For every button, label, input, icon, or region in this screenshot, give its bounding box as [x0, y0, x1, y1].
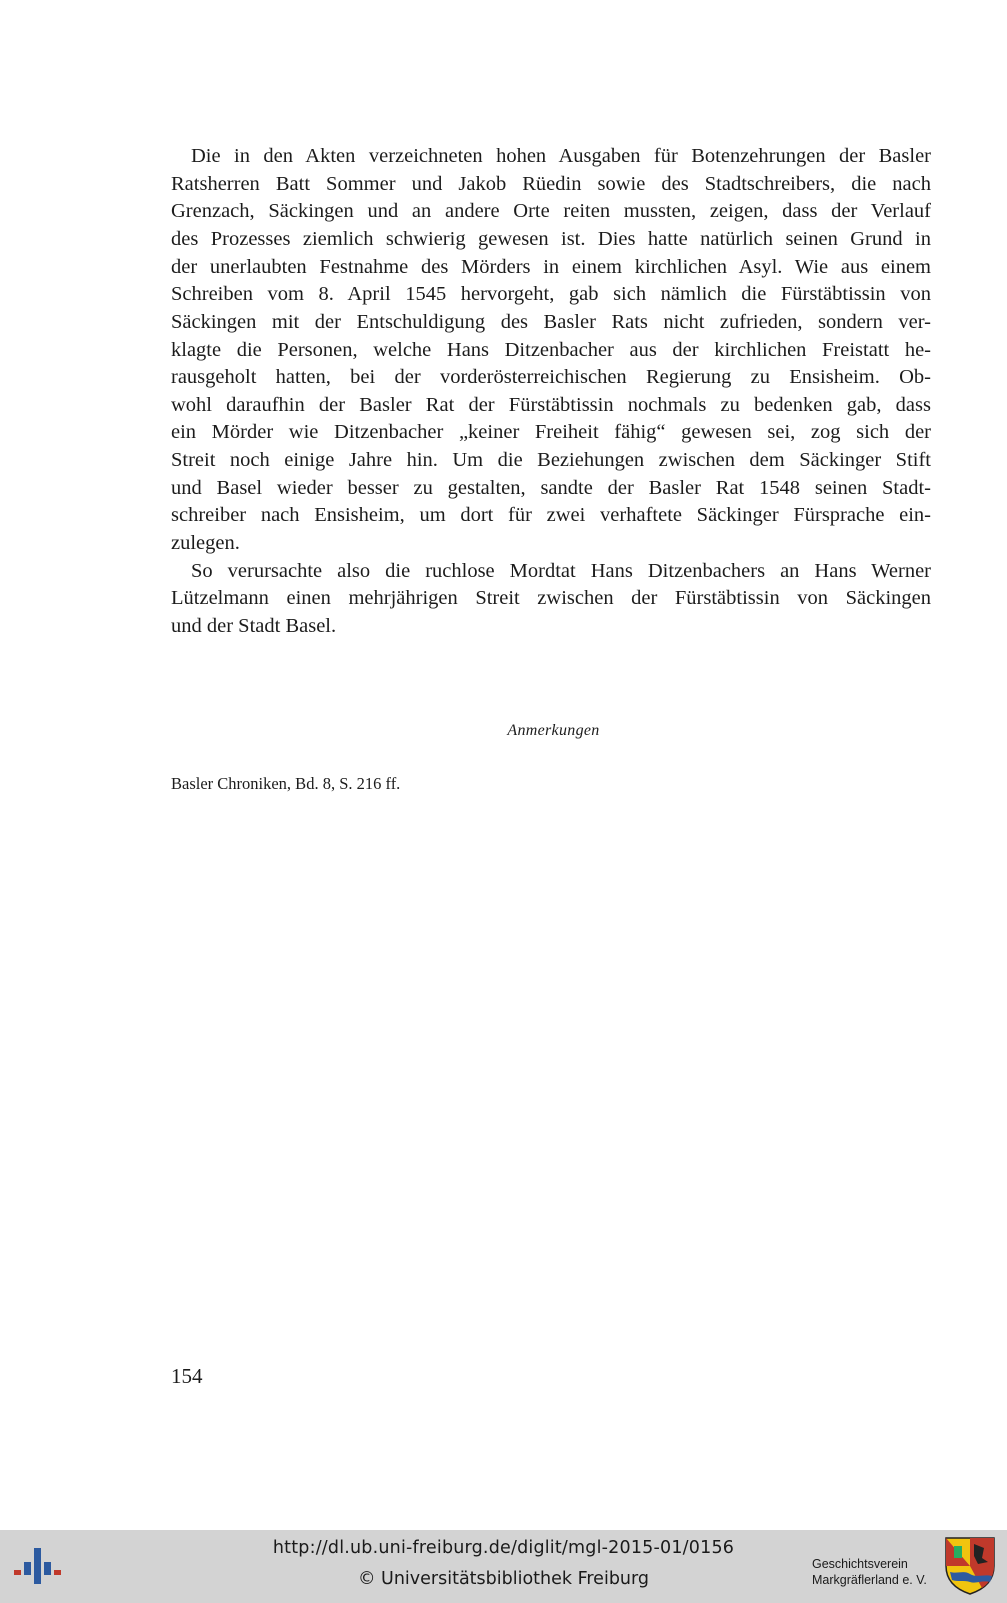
- body-line: Die in den Akten verzeichneten hohen Ausgaben für Botenzehrungen der Basler: [191, 145, 931, 167]
- body-line: Schreiben vom 8. April 1545 hervorgeht, gab sich nämlich die Fürstäbtissin von: [171, 283, 931, 305]
- org-line-1: Geschichtsverein: [812, 1557, 908, 1571]
- page-number: 154: [171, 1364, 203, 1388]
- body-line: ein Mörder wie Ditzenbacher „keiner Freiheit fähig“ gewesen sei, zog sich der: [171, 421, 931, 443]
- body-line: zulegen.: [171, 532, 240, 554]
- body-line: klagte die Personen, welche Hans Ditzenbacher aus der kirchlichen Freistatt he-: [171, 339, 931, 361]
- notes-heading: Anmerkungen: [507, 722, 600, 739]
- footer-url-link[interactable]: http://dl.ub.uni-freiburg.de/diglit/mgl-2015-01/0156: [272, 1538, 735, 1558]
- body-line: rausgeholt hatten, bei der vorderösterreichischen Regierung zu Ensisheim. Ob-: [171, 366, 931, 388]
- body-line: So verursachte also die ruchlose Mordtat Hans Ditzenbachers an Hans Werner: [191, 560, 931, 582]
- footer-copyright: © Universitätsbibliothek Freiburg: [357, 1569, 650, 1589]
- org-line-2: Markgräflerland e. V.: [812, 1573, 927, 1587]
- body-line: Ratsherren Batt Sommer und Jakob Rüedin sowie des Stadtschreibers, die nach: [171, 173, 931, 195]
- body-line: und der Stadt Basel.: [171, 615, 337, 637]
- footer-org-name: [812, 1556, 927, 1588]
- body-line: wohl daraufhin der Basler Rat der Fürstäbtissin nochmals zu bedenken gab, dass: [171, 394, 931, 416]
- body-line: Säckingen mit der Entschuldigung des Basler Rats nicht zufrieden, sondern ver-: [171, 311, 931, 333]
- coat-of-arms-icon: [944, 1536, 996, 1596]
- body-line: und Basel wieder besser zu gestalten, sandte der Basler Rat 1548 seinen Stadt-: [171, 477, 931, 499]
- footer-bar: [0, 1530, 1007, 1603]
- body-line: schreiber nach Ensisheim, um dort für zwei verhaftete Säckinger Fürsprache ein-: [171, 504, 931, 526]
- body-line: Streit noch einige Jahre hin. Um die Beziehungen zwischen dem Säckinger Stift: [171, 449, 931, 471]
- body-line: Grenzach, Säckingen und an andere Orte reiten mussten, zeigen, dass der Verlauf: [171, 200, 931, 222]
- body-line: des Prozesses ziemlich schwierig gewesen ist. Dies hatte natürlich seinen Grund in: [171, 228, 931, 250]
- note-text: Basler Chroniken, Bd. 8, S. 216 ff.: [171, 774, 401, 793]
- body-line: Lützelmann einen mehrjährigen Streit zwischen der Fürstäbtissin von Säckingen: [171, 587, 931, 609]
- body-line: der unerlaubten Festnahme des Mörders in einem kirchlichen Asyl. Wie aus einem: [171, 256, 931, 278]
